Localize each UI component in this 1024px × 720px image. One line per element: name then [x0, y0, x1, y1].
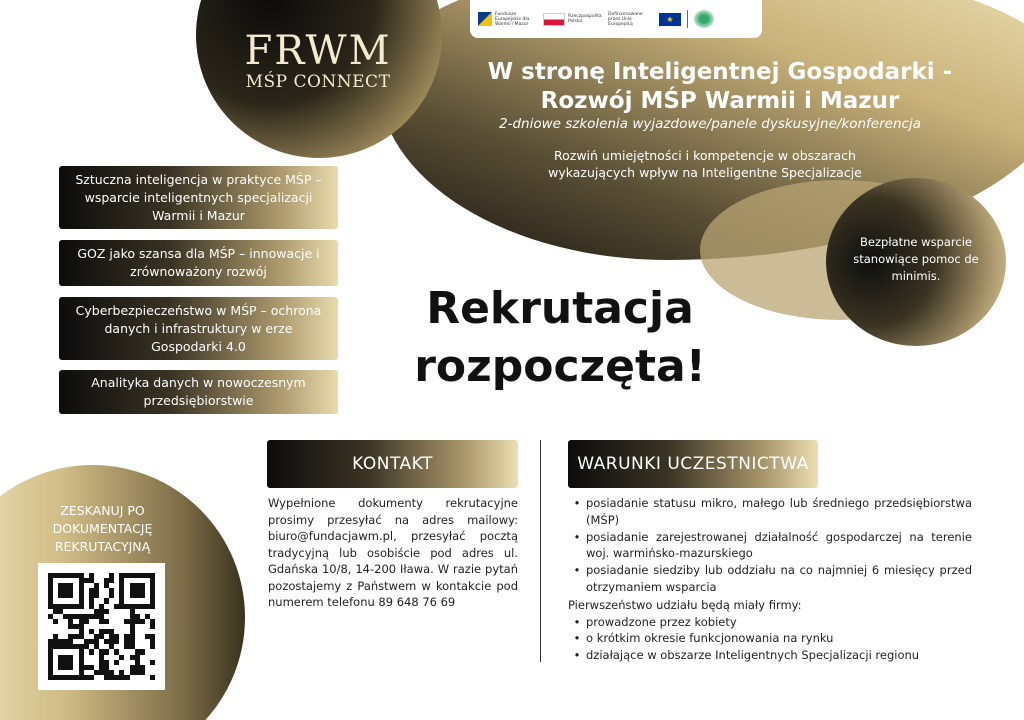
- fe-logo-icon: [478, 12, 492, 26]
- priority-item: [568, 614, 972, 631]
- condition-text: posiadanie statusu mikro, małego lub średniego przedsiębiorstwa (MŚP): [586, 496, 972, 527]
- sponsor-fe: [478, 12, 537, 27]
- warmia-mazury-logo-icon: [694, 10, 714, 28]
- intro-text: Rozwiń umiejętności i kompetencje w obszarach wykazujących wpływ na Inteligentne Specjalizacje: [548, 148, 862, 180]
- bullet-icon: •: [573, 648, 581, 663]
- qr-code-icon: [48, 573, 155, 680]
- eu-flag-icon: ★: [659, 13, 681, 26]
- sponsor-eu-text: Dofinansowane przez Unię Europejską: [608, 11, 643, 27]
- condition-item: [568, 562, 972, 596]
- priority-label: Pierwszeństwo udziału będą miały firmy:: [568, 597, 802, 612]
- logo-subtitle: MŚP CONNECT: [245, 72, 391, 92]
- topic-label: Analityka danych w nowoczesnym przedsiębiorstwie: [91, 375, 306, 408]
- page-title: W stronę Inteligentnej Gospodarki - Rozwój MŚP Warmii i Mazur: [487, 59, 953, 114]
- contact-header: KONTAKT: [267, 440, 518, 488]
- bullet-icon: •: [573, 614, 581, 629]
- free-support-text: Bezpłatne wsparcie stanowiące pomoc de minimis.: [853, 235, 979, 283]
- sponsor-pl-text: Rzeczpospolita Polska: [568, 14, 602, 24]
- topic-label: GOZ jako szansa dla MŚP – innowacje i zrównoważony rozwój: [77, 246, 320, 279]
- topic-data-analytics: [59, 370, 338, 414]
- topic-label: Sztuczna inteligencja w praktyce MŚP – wsparcie inteligentnych specjalizacji Warmii i Mazur: [75, 171, 322, 223]
- sponsor-pl: [543, 13, 602, 26]
- topic-goz: [59, 240, 338, 286]
- scan-instruction: ZESKANUJ PO DOKUMENTACJĘ REKRUTACYJNĄ: [52, 503, 153, 554]
- bullet-icon: •: [573, 631, 581, 646]
- sponsor-fe-text: Fundusze Europejskie dla Warmii i Mazur: [495, 11, 530, 27]
- topic-label: Cyberbezpieczeństwo w MŚP – ochrona danych i infrastruktury w erze Gospodarki 4.0: [75, 302, 322, 354]
- logo-mark: FRWM: [244, 28, 392, 74]
- topic-cybersecurity: [59, 297, 338, 360]
- priority-text: o krótkim okresie funkcjonowania na rynku: [586, 631, 834, 646]
- conditions-header: WARUNKI UCZESTNICTWA: [568, 440, 818, 488]
- topic-ai: [59, 166, 338, 229]
- priority-text: działające w obszarze Inteligentnych Specjalizacji regionu: [586, 648, 920, 663]
- sponsor-eu: [608, 12, 681, 27]
- condition-text: posiadanie siedziby lub oddziału na co najmniej 6 miesięcy przed otrzymaniem wsparcia: [586, 563, 972, 594]
- sponsor-separator: [687, 10, 688, 28]
- condition-item: [568, 529, 972, 563]
- priority-text: prowadzone przez kobiety: [586, 614, 737, 629]
- bullet-icon: •: [573, 563, 581, 578]
- frwm-logo: [238, 30, 398, 100]
- recruitment-headline: Rekrutacja rozpoczęta!: [414, 283, 706, 392]
- priority-item: [568, 630, 972, 647]
- condition-item: [568, 495, 972, 529]
- poland-flag-icon: [543, 13, 565, 26]
- conditions-list: [568, 495, 972, 664]
- condition-text: posiadanie zarejestrowanej działalność gospodarczej na terenie woj. warmińsko-mazurskiego: [586, 529, 972, 561]
- section-divider: [540, 440, 541, 662]
- page-subtitle: 2-dniowe szkolenia wyjazdowe/panele dyskusyjne/konferencja: [499, 116, 921, 132]
- bullet-icon: •: [573, 529, 581, 544]
- priority-item: [568, 647, 972, 664]
- bullet-icon: •: [573, 496, 581, 510]
- contact-text: Wypełnione dokumenty rekrutacyjne prosimy przesyłać na adres mailowy: biuro@fundacjawm.pl, przesyłać pocztą tradycyjną lub osobiście pod adres ul. Gdańska 10/8, 14-200 Iława. W razie pytań pozostajemy z Państwem w kontakcie pod numerem telefonu 89 648 76 69: [268, 496, 518, 609]
- qr-code[interactable]: [38, 563, 165, 690]
- sponsors-strip: [470, 0, 762, 38]
